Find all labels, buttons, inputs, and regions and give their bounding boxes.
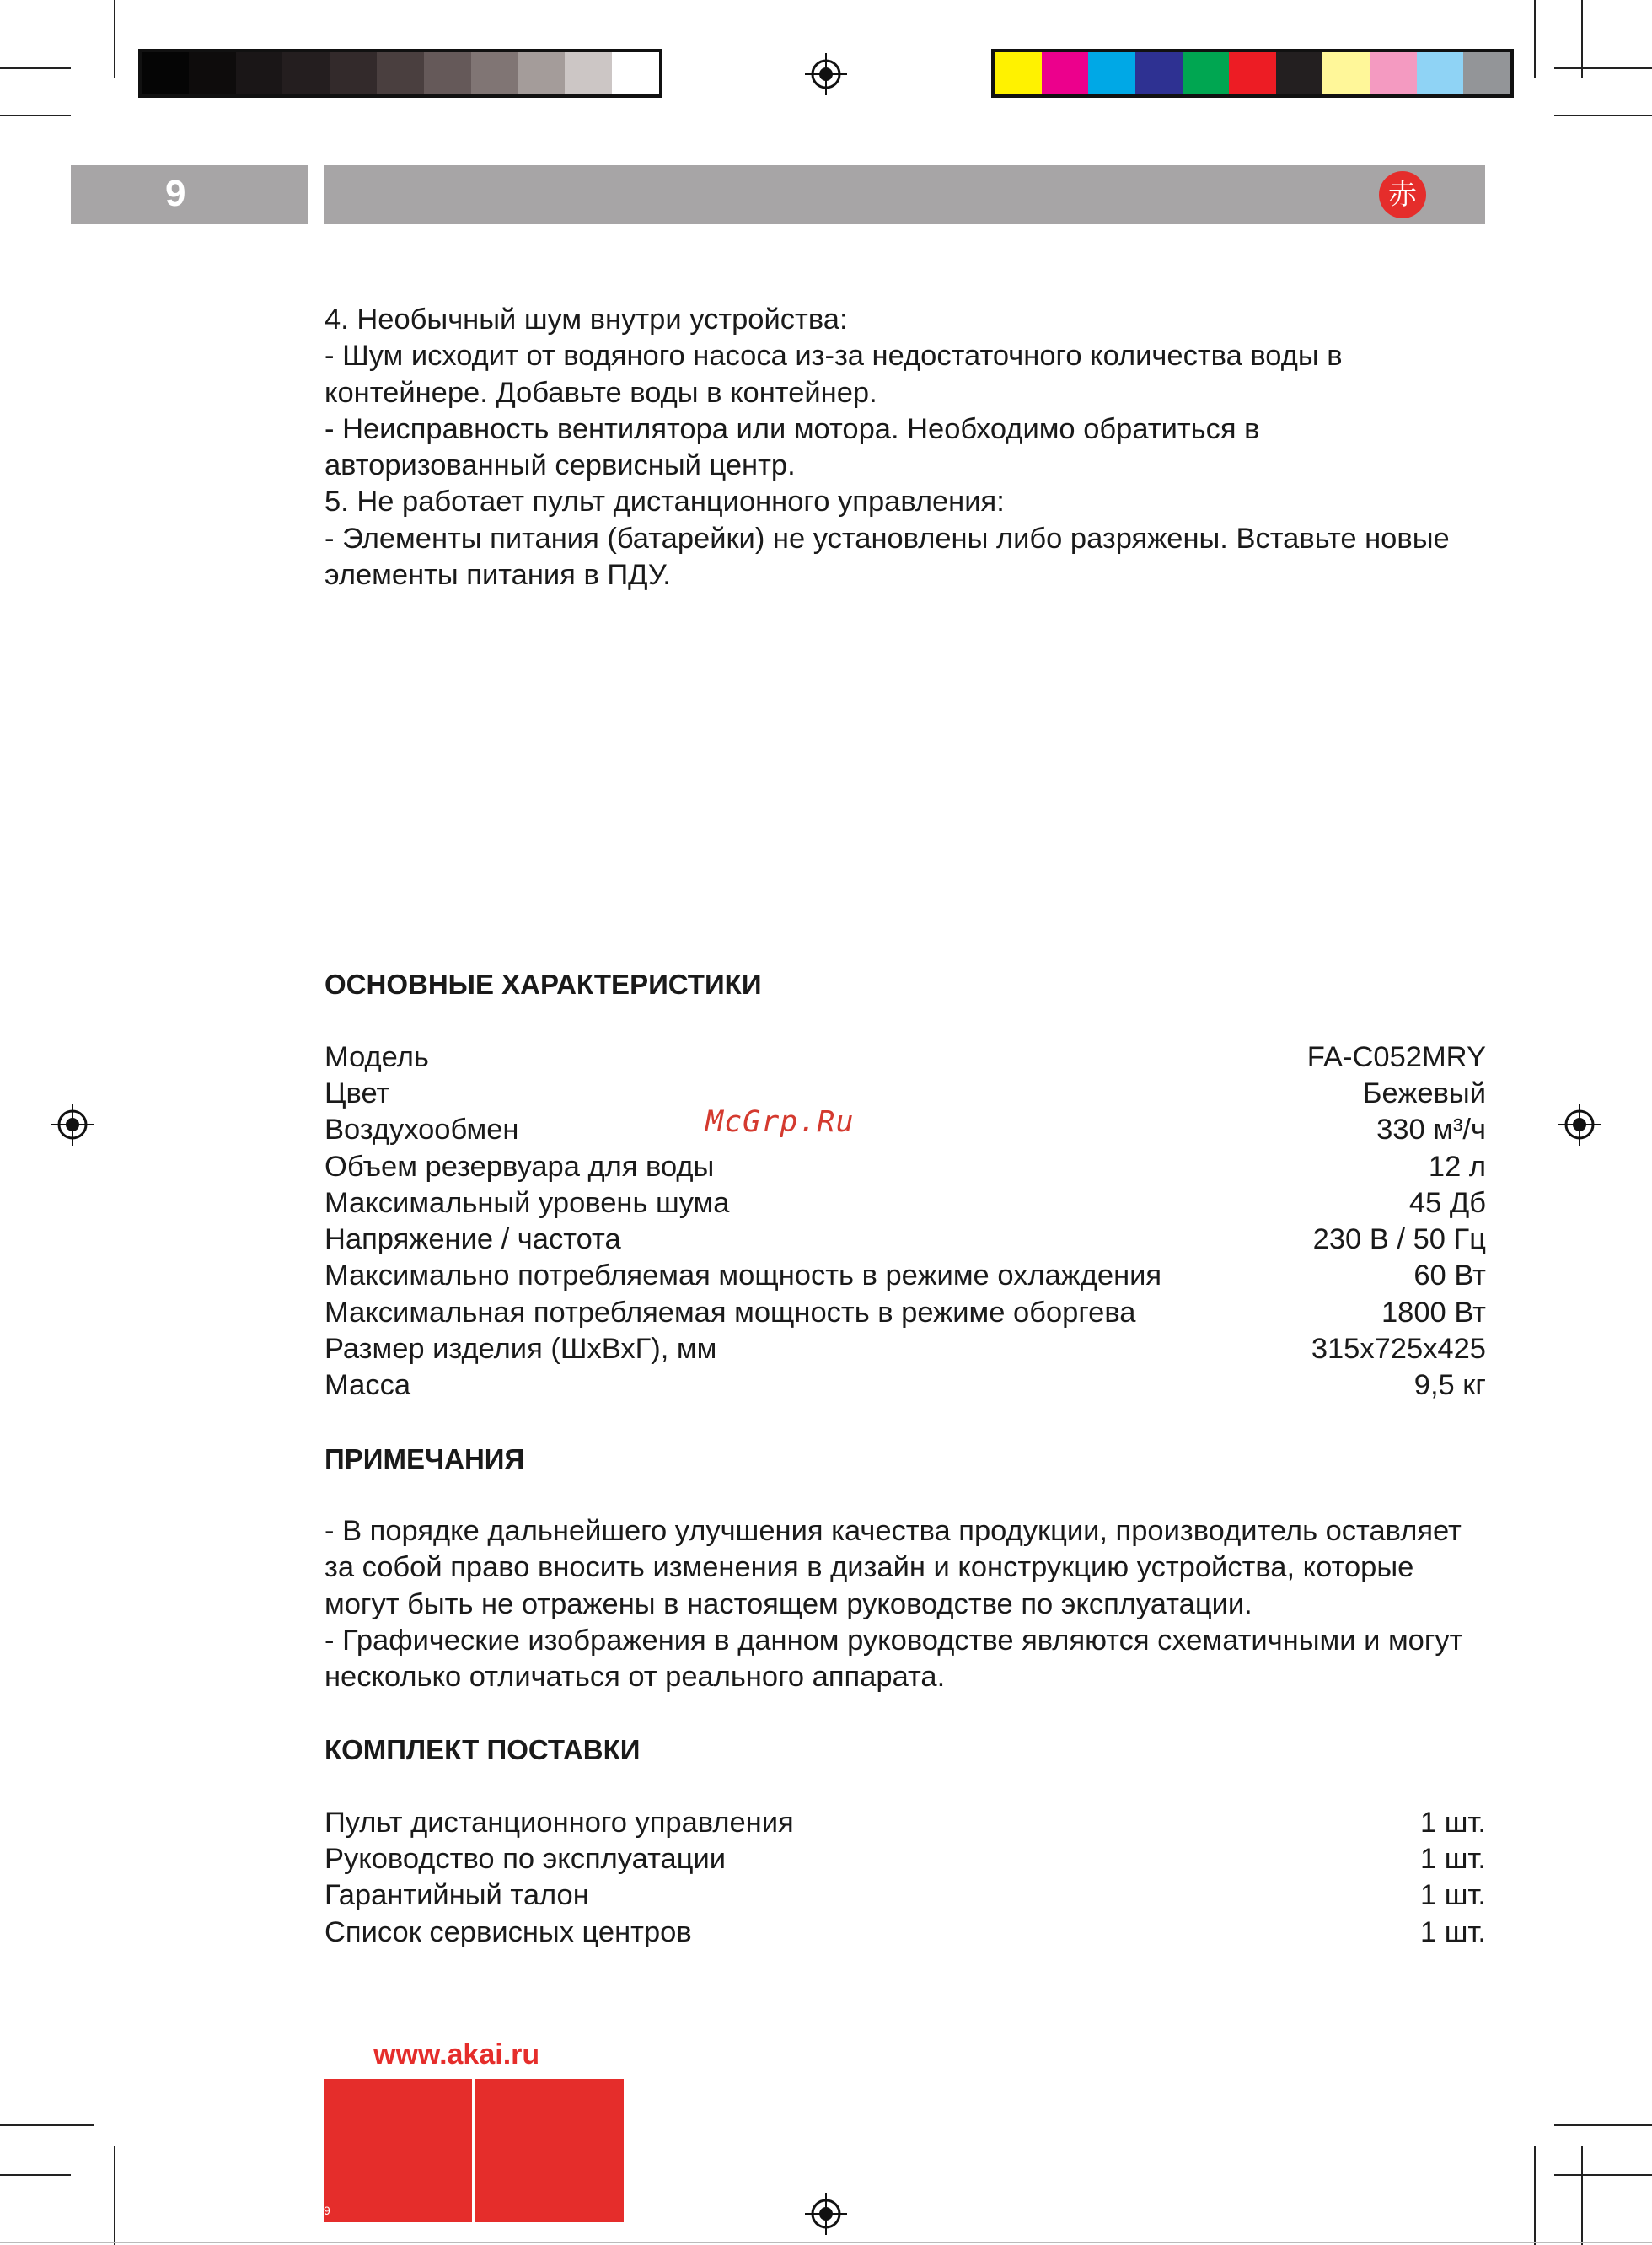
spec-value: Бежевый [1362,1077,1486,1109]
calibration-swatch [1370,52,1417,94]
registration-target-icon [805,2193,847,2235]
color-calibration-strip [991,49,1514,98]
calibration-swatch [471,52,518,94]
crop-mark [114,0,115,78]
page-content [324,302,1486,1951]
table-row [324,1367,1486,1404]
calibration-swatch [995,52,1042,94]
crop-mark [1554,67,1652,69]
calibration-swatch [1135,52,1183,94]
calibration-swatch [330,52,377,94]
package-table [324,1805,1486,1951]
brand-logo-icon: 赤 [1379,171,1426,218]
calibration-swatch [612,52,659,94]
spec-value: 1800 Вт [1381,1296,1486,1329]
crop-mark [0,2174,71,2176]
calibration-swatch [1229,52,1276,94]
calibration-swatch [1417,52,1464,94]
calibration-swatch [1322,52,1370,94]
specs-table [324,1039,1486,1404]
calibration-swatch [1463,52,1510,94]
troubleshooting-line: 5. Не работает пульт дистанционного управления: [324,486,1005,518]
specs-title: ОСНОВНЫЕ ХАРАКТЕРИСТИКИ [324,969,762,1001]
package-label: Руководство по эксплуатации [324,1843,726,1876]
footer-red-block [324,2079,472,2222]
calibration-swatch [377,52,424,94]
crop-mark [1534,0,1536,78]
table-row [324,1841,1486,1877]
spec-label: Максимально потребляемая мощность в режиме охлаждения [324,1259,1162,1292]
calibration-swatch [189,52,236,94]
crop-mark [0,67,71,69]
table-row [324,1039,1486,1076]
package-value: 1 шт. [1419,1843,1486,1876]
header-band-left [71,165,308,224]
crop-mark [0,2124,94,2126]
crop-mark [1554,2174,1652,2176]
package-title: КОМПЛЕКТ ПОСТАВКИ [324,1734,641,1766]
spec-label: Размер изделия (ШхВхГ), мм [324,1333,717,1366]
crop-mark [1554,2124,1652,2126]
package-value: 1 шт. [1419,1806,1486,1839]
troubleshooting-line: - Неисправность вентилятора или мотора. Необходимо обратиться в авторизованный сервисный центр. [324,412,1260,482]
footer-red-block [475,2079,624,2222]
crop-mark [0,115,71,116]
notes-title: ПРИМЕЧАНИЯ [324,1442,525,1474]
footer-slug: 9 [324,2204,330,2217]
table-row [324,1295,1486,1331]
spec-label: Масса [324,1369,411,1402]
calibration-swatch [565,52,612,94]
gray-calibration-strip [138,49,662,98]
spec-label: Цвет [324,1077,390,1109]
calibration-swatch [142,52,189,94]
crop-mark [1534,2146,1536,2245]
registration-target-icon [51,1104,94,1146]
crop-mark [1554,115,1652,116]
crop-mark [1581,0,1583,78]
troubleshooting-line: 4. Необычный шум внутри устройства: [324,303,848,336]
package-value: 1 шт. [1419,1879,1486,1912]
registration-target-icon [1558,1104,1601,1146]
table-row [324,1222,1486,1258]
spec-label: Максимальная потребляемая мощность в режиме оборгева [324,1296,1136,1329]
spec-value: 330 м³/ч [1376,1114,1486,1147]
spec-label: Максимальный уровень шума [324,1186,730,1219]
spec-value: 45 Дб [1408,1186,1486,1219]
table-row [324,1076,1486,1112]
table-row [324,1149,1486,1185]
calibration-swatch [236,52,283,94]
table-row [324,1805,1486,1841]
spec-value: 12 л [1428,1150,1486,1183]
spec-label: Объем резервуара для воды [324,1150,715,1183]
footer-url[interactable]: www.akai.ru [373,2038,540,2070]
spec-label: Воздухообмен [324,1114,519,1147]
table-row [324,1877,1486,1914]
troubleshooting-line: - Шум исходит от водяного насоса из-за недостаточного количества воды в контейнере. Добавьте воды в контейнер. [324,340,1343,409]
table-row [324,1331,1486,1367]
troubleshooting-line: - Элементы питания (батарейки) не установлены либо разряжены. Вставьте новые элементы питания в ПДУ. [324,522,1450,592]
calibration-swatch [1042,52,1089,94]
crop-mark [1581,2146,1583,2245]
spec-value: 315x725x425 [1311,1333,1486,1366]
header-band-right [324,165,1485,224]
page-number: 9 [165,173,186,214]
package-label: Гарантийный талон [324,1879,589,1912]
calibration-swatch [518,52,566,94]
crop-mark [114,2146,115,2245]
troubleshooting-section [324,302,1486,593]
calibration-swatch [1276,52,1323,94]
spec-value: 230 В / 50 Гц [1312,1223,1486,1256]
table-row [324,1258,1486,1294]
calibration-swatch [282,52,330,94]
note-item: - В порядке дальнейшего улучшения качества продукции, производитель оставляет за собой право вносить изменения в дизайн и конструкцию устройства, которые могут быть не отражены в настоящем руководстве по эксплуатации. [324,1514,1462,1620]
spec-value: FA-C052MRY [1306,1040,1486,1073]
package-label: Пульт дистанционного управления [324,1806,794,1839]
package-value: 1 шт. [1419,1915,1486,1948]
table-row [324,1915,1486,1951]
spec-value: 9,5 кг [1413,1369,1486,1402]
table-row [324,1112,1486,1148]
calibration-swatch [1183,52,1230,94]
watermark: McGrp.Ru [705,1105,855,1139]
spec-label: Модель [324,1040,429,1073]
calibration-swatch [424,52,471,94]
bottom-dash-line [0,2242,1652,2243]
registration-target-icon [805,53,847,95]
calibration-swatch [1088,52,1135,94]
package-label: Список сервисных центров [324,1915,692,1948]
note-item: - Графические изображения в данном руководстве являются схематичными и могут несколько отличаться от реального аппарата. [324,1624,1463,1694]
spec-value: 60 Вт [1413,1259,1486,1292]
table-row [324,1185,1486,1222]
spec-label: Напряжение / частота [324,1223,621,1256]
